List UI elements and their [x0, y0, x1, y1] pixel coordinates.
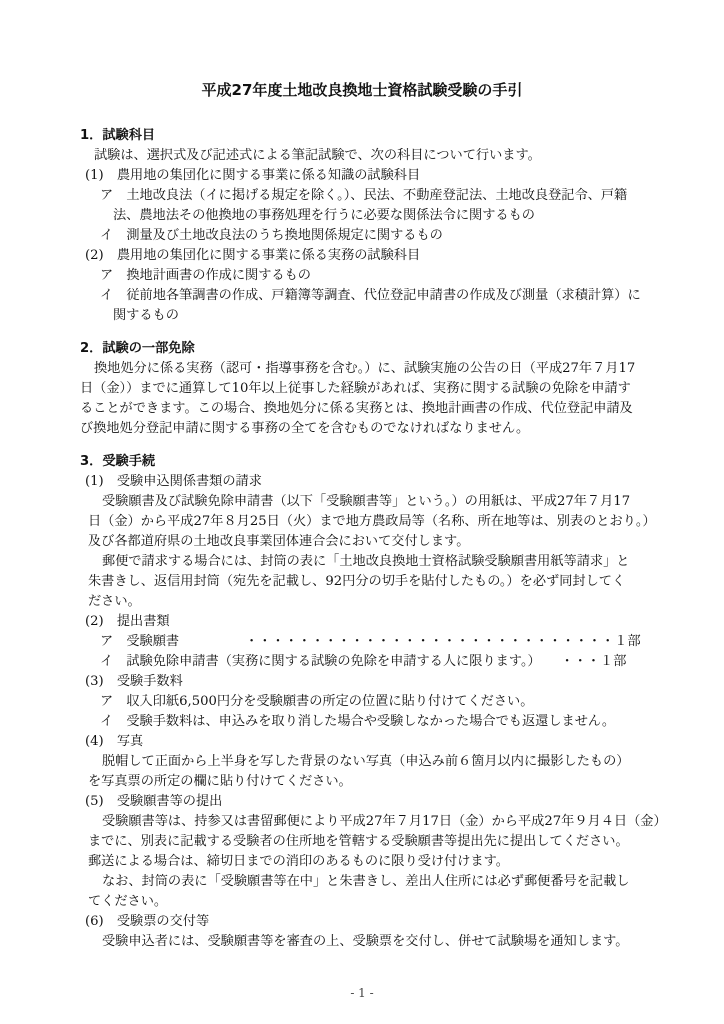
text-line: 朱書きし、返信用封筒（宛先を記載し、92円分の切手を貼付したもの。）を必ず同封してく	[88, 574, 626, 589]
text-line: ださい。	[88, 594, 141, 609]
text-line: 受験願書等は、持参又は書留郵便により平成27年７月17日（金）から平成27年９月４日（金）	[102, 814, 667, 829]
text-line: ア 土地改良法（イに掲げる規定を除く。）、民法、不動産登記法、土地改良登記令、戸籍	[100, 188, 628, 203]
text-line: (3) 受験手数料	[85, 674, 183, 689]
section-heading: 1．試験科目	[80, 128, 156, 143]
text-line: (5) 受験願書等の提出	[85, 794, 223, 809]
text-line: ア 受験願書 ・・・・・・・・・・・・・・・・・・・・・・・・・・・・１部	[100, 634, 641, 649]
text-line: 日（金）から平成27年８月25日（火）まで地方農政局等（名称、所在地等は、別表のとおり。）	[88, 514, 656, 529]
text-line: 受験願書及び試験免除申請書（以下「受験願書等」という。）の用紙は、平成27年７月17	[102, 494, 631, 509]
section	[80, 339, 654, 439]
page-number: - 1 -	[350, 986, 374, 1000]
section-heading: 3．受験手続	[80, 454, 156, 469]
text-line: 日（金））までに通算して10年以上従事した経験があれば、実務に関する試験の免除を申請す	[80, 381, 631, 396]
text-line: ア 換地計画書の作成に関するもの	[100, 268, 311, 283]
text-line: (1) 農用地の集団化に関する事業に係る知識の試験科目	[85, 168, 421, 183]
text-line: (4) 写真	[85, 734, 144, 749]
text-line: (2) 提出書類	[85, 614, 170, 629]
text-line: ア 収入印紙6,500円分を受験願書の所定の位置に貼り付けてください。	[100, 694, 534, 709]
text-line: なお、封筒の表に「受験願書等在中」と朱書きし、差出人住所には必ず郵便番号を記載し	[102, 874, 630, 889]
section-heading: 2．試験の一部免除	[80, 341, 195, 356]
text-line: イ 従前地各筆調書の作成、戸籍簿等調査、代位登記申請書の作成及び測量（求積計算）に	[100, 288, 641, 303]
text-line: 試験は、選択式及び記述式による筆記試験で、次の科目について行います。	[94, 148, 541, 163]
text-line: イ 受験手数料は、申込みを取り消した場合や受験しなかった場合でも返還しません。	[100, 714, 616, 729]
text-line: 受験申込者には、受験願書等を審査の上、受験票を交付し、併せて試験場を通知します。	[102, 934, 629, 949]
text-line: までに、別表に記載する受験者の住所地を管轄する受験願書等提出先に提出してください。	[88, 834, 629, 849]
section	[80, 452, 667, 952]
section	[80, 126, 654, 326]
text-line: (2) 農用地の集団化に関する事業に係る実務の試験科目	[85, 248, 421, 263]
text-line: 換地処分に係る実務（認可・指導事務を含む。）に、試験実施の公告の日（平成27年７月17	[94, 361, 636, 376]
text-line: イ 測量及び土地改良法のうち換地関係規定に関するもの	[100, 228, 443, 243]
text-line: イ 試験免除申請書（実務に関する試験の免除を申請する人に限ります。） ・・・１部	[100, 654, 627, 669]
text-line: を写真票の所定の欄に貼り付けてください。	[88, 774, 352, 789]
text-line: 脱帽して正面から上半身を写した背景のない写真（申込み前６箇月以内に撮影したもの）	[102, 754, 630, 769]
text-line: び換地処分登記申請に関する事務の全てを含むものでなければなりません。	[80, 421, 530, 436]
text-line: 郵送による場合は、締切日までの消印のあるものに限り受け付けます。	[88, 854, 509, 869]
document-body	[0, 100, 724, 952]
text-line: (1) 受験申込関係書類の請求	[85, 474, 262, 489]
text-line: 法、農地法その他換地の事務処理を行うに必要な関係法令に関するもの	[113, 208, 535, 223]
text-line: 関するもの	[113, 308, 179, 323]
text-line: 郵便で請求する場合には、封筒の表に「土地改良換地士資格試験受験願書用紙等請求」と	[102, 554, 630, 569]
text-line: 及び各都道府県の土地改良事業団体連合会において交付します。	[88, 534, 470, 549]
page-title: 平成27年度土地改良換地士資格試験受験の手引	[201, 81, 523, 99]
text-line: (6) 受験票の交付等	[85, 914, 210, 929]
text-line: ることができます。この場合、換地処分に係る実務とは、換地計画書の作成、代位登記申請及	[80, 401, 633, 416]
text-line: てください。	[88, 894, 168, 909]
